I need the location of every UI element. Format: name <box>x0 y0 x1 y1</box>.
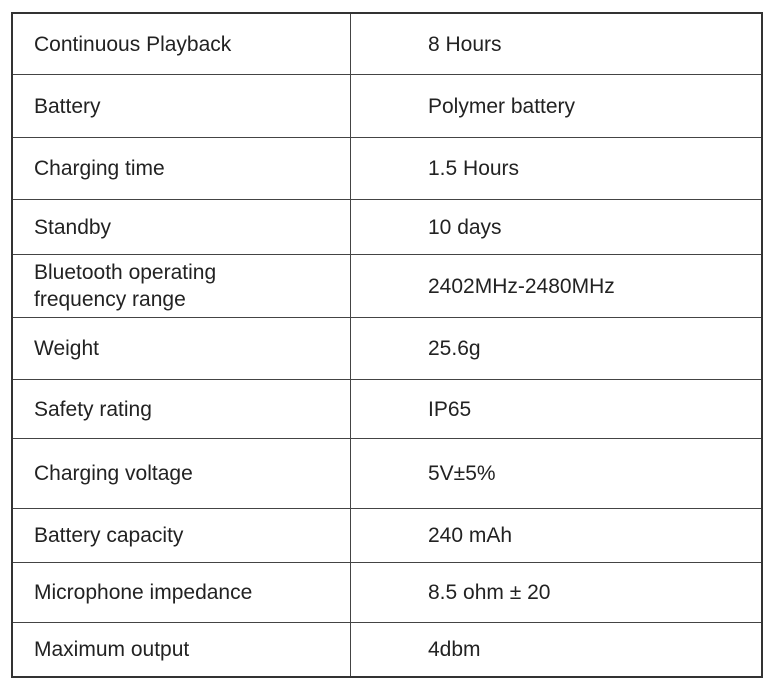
spec-table <box>11 12 763 678</box>
table-row <box>13 255 761 318</box>
table-row <box>13 563 761 623</box>
table-row <box>13 14 761 75</box>
table-row <box>13 138 761 200</box>
table-row <box>13 380 761 439</box>
spec-value: 8 Hours <box>428 32 502 56</box>
spec-value: Polymer battery <box>428 94 576 118</box>
spec-value: 5V±5% <box>428 462 496 485</box>
spec-label: Battery <box>13 75 351 137</box>
spec-label: Microphone impedance <box>13 563 351 622</box>
spec-value: 240 mAh <box>428 524 513 547</box>
table-row <box>13 623 761 676</box>
spec-label: Bluetooth operating frequency range <box>13 255 351 317</box>
spec-value: IP65 <box>428 397 472 421</box>
spec-value: 25.6g <box>428 337 481 360</box>
spec-label: Continuous Playback <box>13 14 351 74</box>
table-row <box>13 509 761 563</box>
spec-label: Standby <box>13 200 351 254</box>
spec-label: Weight <box>13 318 351 379</box>
spec-label: Charging voltage <box>13 439 351 508</box>
table-row <box>13 200 761 255</box>
spec-label: Safety rating <box>13 380 351 438</box>
spec-value: 4dbm <box>428 638 481 661</box>
table-row <box>13 318 761 380</box>
table-row <box>13 75 761 138</box>
spec-value: 10 days <box>428 215 502 239</box>
spec-value: 1.5 Hours <box>428 157 520 180</box>
spec-label: Battery capacity <box>13 509 351 562</box>
spec-label: Charging time <box>13 138 351 199</box>
spec-label: Maximum output <box>13 623 351 676</box>
spec-value: 8.5 ohm ± 20 <box>428 581 551 604</box>
table-row <box>13 439 761 509</box>
spec-value: 2402MHz-2480MHz <box>428 274 615 298</box>
